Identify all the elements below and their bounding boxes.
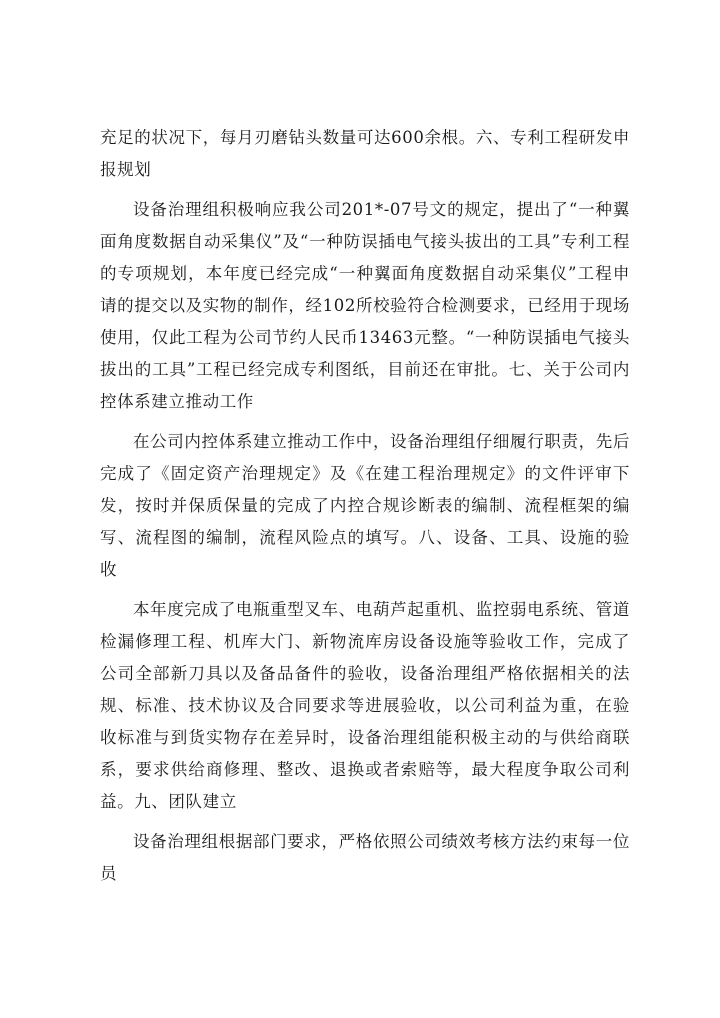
paragraph-patent-projects: 设备治理组积极响应我公司201*-07号文的规定，提出了“一种翼面角度数据自动采集仪”及“一种防误插电气接头拔出的工具”专利工程的专项规划，本年度已经完成“一种翼面角度数据自动采集仪”工程申请的提交以及实物的制作，经102所校验符合检测要求，已经用于现场使用，仅此工程为公司节约人民币13463元整。“一种防误插电气接头拔出的工具”工程已经完成专利图纸，目前还在审批。七、关于公司内控体系建立推动工作 [100, 200, 630, 411]
paragraph-acceptance: 本年度完成了电瓶重型叉车、电葫芦起重机、监控弱电系统、管道检漏修理工程、机库大门、新物流库房设备设施等验收工作，完成了公司全部新刀具以及备品备件的验收，设备治理组严格依据相关的法规、标准、技术协议及合同要求等进展验收，以公司利益为重，在验收标准与到货实物存在差异时，设备治理组能积极主动的与供给商联系，要求供给商修理、整改、退换或者索赔等，最大程度争取公司利益。九、团队建立 [100, 600, 630, 811]
paragraph-team-building: 设备治理组根据部门要求，严格依照公司绩效考核方法约束每一位员 [100, 832, 630, 883]
document-body [100, 122, 630, 898]
paragraph-internal-control: 在公司内控体系建立推动工作中，设备治理组仔细履行职责，先后完成了《固定资产治理规定》及《在建工程治理规定》的文件评审下发，按时并保质保量的完成了内控合规诊断表的编制、流程框架的编写、流程图的编制，流程风险点的填写。八、设备、工具、设施的验收 [100, 432, 630, 579]
paragraph-continuation: 充足的状况下，每月刃磨钻头数量可达600余根。六、专利工程研发申报规划 [100, 128, 630, 179]
